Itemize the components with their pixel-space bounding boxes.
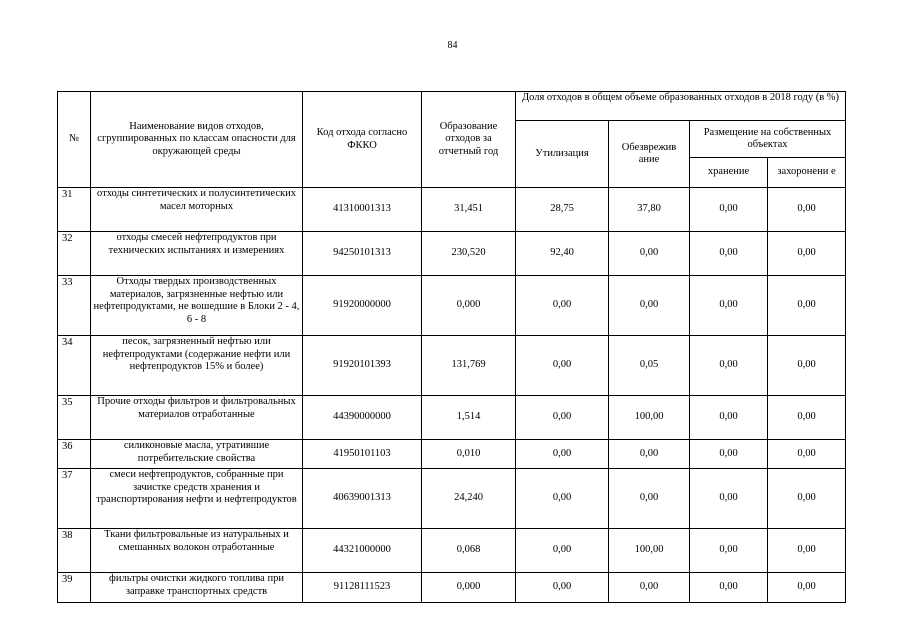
- row-neutralization: 0,05: [609, 336, 690, 396]
- row-utilization: 92,40: [516, 232, 609, 276]
- header-storage: хранение: [690, 158, 768, 188]
- row-code: 44390000000: [303, 396, 422, 440]
- row-code: 94250101313: [303, 232, 422, 276]
- row-generated: 24,240: [422, 469, 516, 529]
- table-row: [58, 396, 846, 440]
- row-storage: 0,00: [690, 276, 768, 336]
- header-num: №: [58, 92, 91, 188]
- header-code: Код отхода согласно ФККО: [303, 92, 422, 188]
- row-code: 44321000000: [303, 529, 422, 573]
- row-utilization: 28,75: [516, 188, 609, 232]
- row-code: 41310001313: [303, 188, 422, 232]
- row-name: Отходы твердых производственных материалов, загрязненные нефтью или нефтепродуктами, не вошедшие в Блоки 2 - 4, 6 - 8: [91, 276, 303, 336]
- row-utilization: 0,00: [516, 529, 609, 573]
- row-generated: 0,010: [422, 440, 516, 469]
- row-num: 38: [58, 529, 91, 573]
- row-num: 35: [58, 396, 91, 440]
- row-num: 33: [58, 276, 91, 336]
- header-placement: Размещение на собственных объектах: [690, 121, 846, 158]
- row-generated: 31,451: [422, 188, 516, 232]
- row-neutralization: 37,80: [609, 188, 690, 232]
- row-storage: 0,00: [690, 469, 768, 529]
- row-neutralization: 0,00: [609, 440, 690, 469]
- row-generated: 230,520: [422, 232, 516, 276]
- row-generated: 1,514: [422, 396, 516, 440]
- row-neutralization: 100,00: [609, 529, 690, 573]
- table-row: [58, 188, 846, 232]
- row-burial: 0,00: [768, 188, 846, 232]
- row-generated: 131,769: [422, 336, 516, 396]
- table-row: [58, 232, 846, 276]
- row-name: Ткани фильтровальные из натуральных и смешанных волокон отработанные: [91, 529, 303, 573]
- row-storage: 0,00: [690, 336, 768, 396]
- row-code: 91920101393: [303, 336, 422, 396]
- row-code: 40639001313: [303, 469, 422, 529]
- row-utilization: 0,00: [516, 469, 609, 529]
- row-burial: 0,00: [768, 232, 846, 276]
- row-storage: 0,00: [690, 232, 768, 276]
- row-num: 37: [58, 469, 91, 529]
- row-name: фильтры очистки жидкого топлива при заправке транспортных средств: [91, 573, 303, 603]
- row-num: 36: [58, 440, 91, 469]
- row-code: 91920000000: [303, 276, 422, 336]
- table-row: [58, 529, 846, 573]
- table-row: [58, 573, 846, 603]
- row-neutralization: 0,00: [609, 573, 690, 603]
- waste-table: [57, 91, 846, 603]
- header-burial: захоронени е: [768, 158, 846, 188]
- page-number: 84: [447, 40, 458, 51]
- row-name: отходы смесей нефтепродуктов при технических испытаниях и измерениях: [91, 232, 303, 276]
- row-burial: 0,00: [768, 469, 846, 529]
- row-neutralization: 0,00: [609, 469, 690, 529]
- table-row: [58, 440, 846, 469]
- row-num: 32: [58, 232, 91, 276]
- row-name: силиконовые масла, утратившие потребительские свойства: [91, 440, 303, 469]
- row-utilization: 0,00: [516, 336, 609, 396]
- row-name: Прочие отходы фильтров и фильтровальных материалов отработанные: [91, 396, 303, 440]
- header-utilization: Утилизация: [516, 121, 609, 188]
- row-storage: 0,00: [690, 188, 768, 232]
- row-code: 41950101103: [303, 440, 422, 469]
- row-storage: 0,00: [690, 529, 768, 573]
- row-burial: 0,00: [768, 573, 846, 603]
- row-neutralization: 100,00: [609, 396, 690, 440]
- row-burial: 0,00: [768, 336, 846, 396]
- table-row: [58, 469, 846, 529]
- row-code: 91128111523: [303, 573, 422, 603]
- row-utilization: 0,00: [516, 440, 609, 469]
- row-storage: 0,00: [690, 440, 768, 469]
- header-neutralization: Обезврежив ание: [609, 121, 690, 188]
- row-name: отходы синтетических и полусинтетических масел моторных: [91, 188, 303, 232]
- row-burial: 0,00: [768, 529, 846, 573]
- row-storage: 0,00: [690, 573, 768, 603]
- row-num: 31: [58, 188, 91, 232]
- header-generated: Образование отходов за отчетный год: [422, 92, 516, 188]
- row-neutralization: 0,00: [609, 232, 690, 276]
- row-generated: 0,068: [422, 529, 516, 573]
- row-generated: 0,000: [422, 573, 516, 603]
- row-neutralization: 0,00: [609, 276, 690, 336]
- row-num: 39: [58, 573, 91, 603]
- row-burial: 0,00: [768, 440, 846, 469]
- row-utilization: 0,00: [516, 573, 609, 603]
- row-num: 34: [58, 336, 91, 396]
- row-name: смеси нефтепродуктов, собранные при зачистке средств хранения и транспортирования нефти и нефтепродуктов: [91, 469, 303, 529]
- row-burial: 0,00: [768, 396, 846, 440]
- row-name: песок, загрязненный нефтью или нефтепродуктами (содержание нефти или нефтепродуктов 15% и более): [91, 336, 303, 396]
- row-utilization: 0,00: [516, 396, 609, 440]
- table-row: [58, 276, 846, 336]
- table-row: [58, 336, 846, 396]
- header-name: Наименование видов отходов, сгруппированных по классам опасности для окружающей среды: [91, 92, 303, 188]
- row-burial: 0,00: [768, 276, 846, 336]
- header-share: Доля отходов в общем объеме образованных отходов в 2018 году (в %): [516, 92, 846, 121]
- row-utilization: 0,00: [516, 276, 609, 336]
- row-generated: 0,000: [422, 276, 516, 336]
- row-storage: 0,00: [690, 396, 768, 440]
